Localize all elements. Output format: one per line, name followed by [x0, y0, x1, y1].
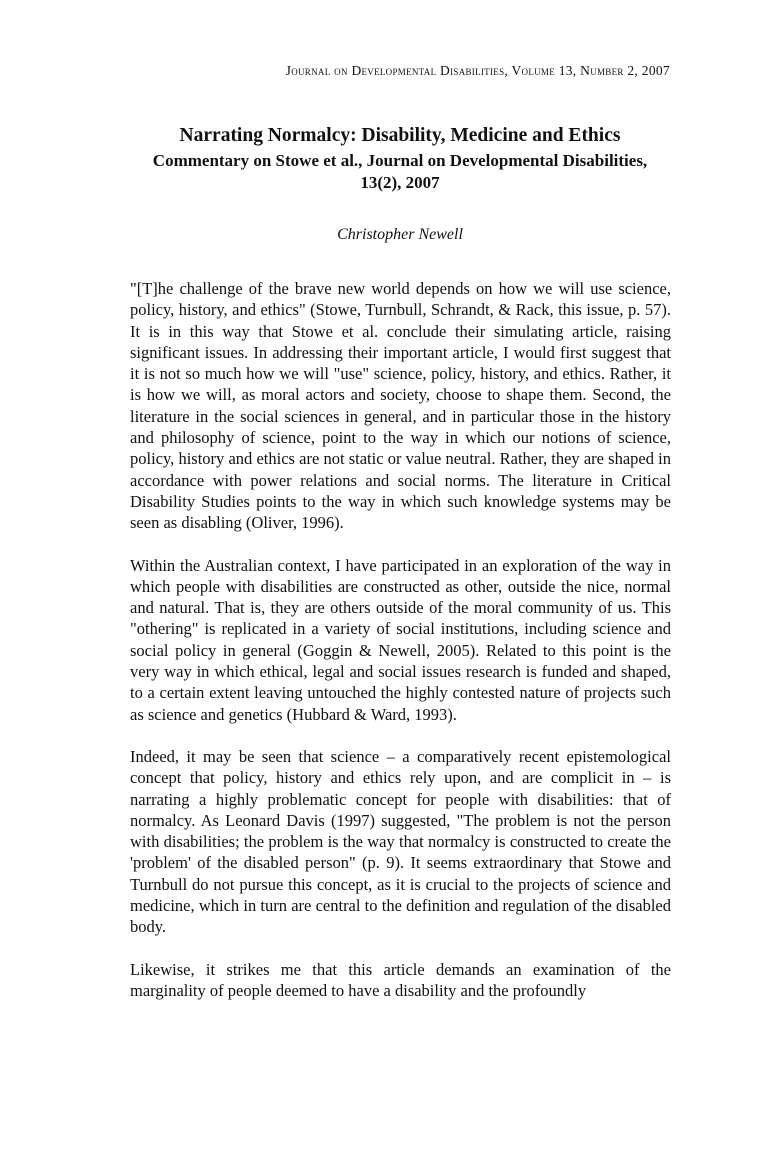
- paragraph: Likewise, it strikes me that this article demands an examination of the marginality of people deemed to have a disability and the profoundly: [130, 959, 671, 1000]
- paragraph: Indeed, it may be seen that science – a comparatively recent epistemological concept that policy, history and ethics rely upon, and are complicit in – is narrating a highly problematic concept for people with disabilities: that of normalcy. As Leonard Davis (1997) suggested, "The problem is not the person with disabilities; the problem is the way that normalcy is constructed to create the 'problem' of the disabled person" (p. 9). It seems extraordinary that Stowe and Turnbull do not pursue this concept, as it is crucial to the projects of science and medicine, which in turn are central to the definition and regulation of the disabled body.: [130, 746, 671, 937]
- article-body: [130, 278, 671, 1001]
- paragraph: "[T]he challenge of the brave new world depends on how we will use science, policy, history, and ethics" (Stowe, Turnbull, Schrandt, & Rack, this issue, p. 57). It is in this way that Stowe et al. conclude their simulating article, raising significant issues. In addressing their important article, I would first suggest that it is not so much how we will "use" science, policy, history, and ethics. Rather, it is how we will, as moral actors and society, choose to shape them. Second, the literature in the social sciences in general, and in particular those in the history and philosophy of science, point to the way in which our notions of science, policy, history and ethics are not static or value neutral. Rather, they are shaped in accordance with power relations and social norms. The literature in Critical Disability Studies points to the way in which such knowledge systems may be seen as disabling (Oliver, 1996).: [130, 279, 671, 533]
- title-block: [130, 124, 670, 194]
- paragraph: Within the Australian context, I have participated in an exploration of the way in which people with disabilities are constructed as other, outside the nice, normal and natural. That is, they are others outside of the moral community of us. This "othering" is replicated in a variety of social institutions, including science and social policy in general (Goggin & Newell, 2005). Related to this point is the very way in which ethical, legal and social issues research is funded and shaped, to a certain extent leaving untouched the highly contested nature of projects such as science and genetics (Hubbard & Ward, 1993).: [130, 555, 671, 724]
- article-subtitle: Commentary on Stowe et al., Journal on Developmental Disabilities, 13(2), 2007: [152, 151, 648, 192]
- author-name: Christopher Newell: [337, 226, 463, 243]
- running-header: Journal on Developmental Disabilities, Volume 13, Number 2, 2007: [285, 63, 670, 78]
- article-title: Narrating Normalcy: Disability, Medicine and Ethics: [179, 125, 621, 146]
